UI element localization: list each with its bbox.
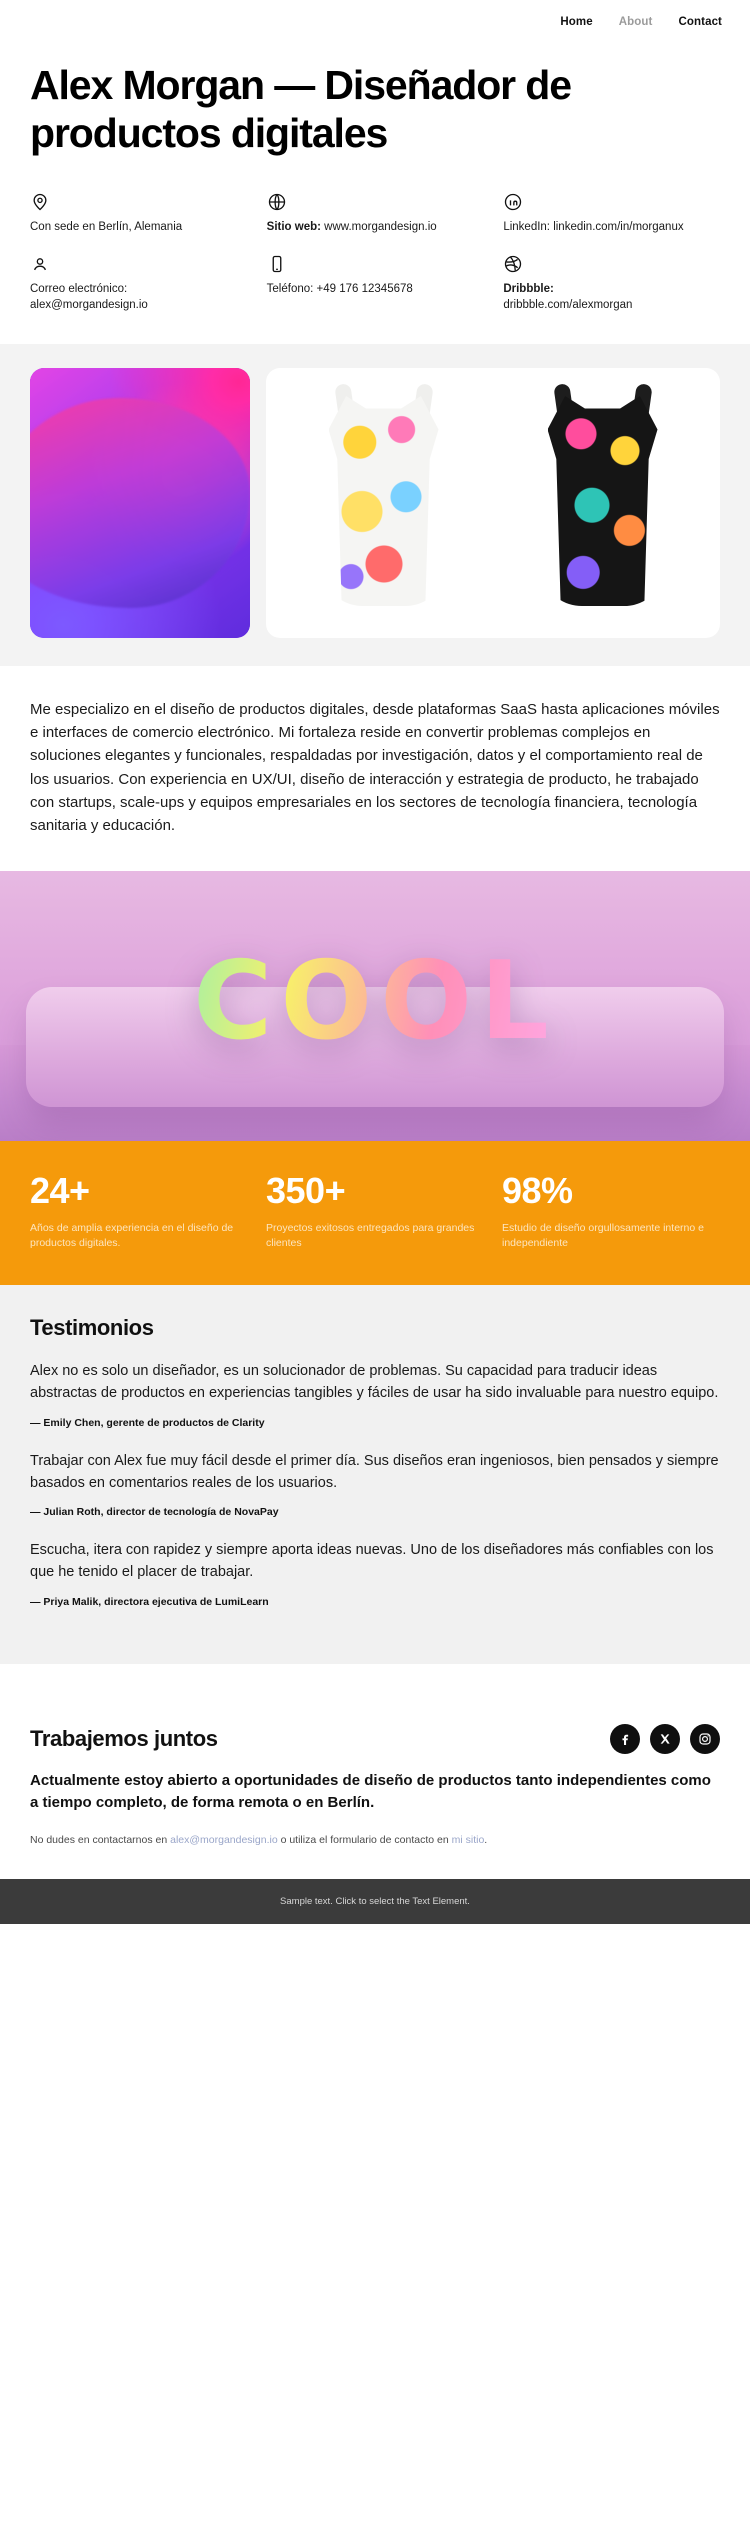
top-navigation: [0, 0, 750, 44]
cta-fine-suffix: .: [484, 1833, 488, 1846]
cta-heading: Trabajemos juntos: [30, 1725, 218, 1751]
testimonial-item: [30, 1361, 720, 1429]
linkedin-icon: [503, 192, 523, 212]
testimonial-item: [30, 1540, 720, 1608]
contact-website: [267, 192, 484, 236]
contact-website-label: Sitio web:: [266, 220, 321, 233]
feature-word: COOL: [0, 939, 750, 1064]
stat-item: [502, 1171, 720, 1251]
testimonial-author: — Julian Roth, director de tecnología de NovaPay: [30, 1506, 279, 1519]
mail-icon: [30, 254, 50, 274]
cta-fineprint: [30, 1833, 720, 1849]
cta-site-link[interactable]: mi sitio: [451, 1833, 485, 1846]
hero-section: [0, 44, 750, 344]
gallery-image-gradient: [30, 368, 250, 638]
nav-item-home[interactable]: Home: [560, 16, 593, 28]
stat-number: 350+: [266, 1170, 346, 1212]
contact-linkedin-text[interactable]: LinkedIn: linkedin.com/in/morganux: [503, 220, 684, 233]
x-twitter-icon[interactable]: [650, 1724, 680, 1754]
stat-item: [266, 1171, 484, 1251]
nav-item-about[interactable]: About: [618, 16, 653, 28]
cta-lead: Actualmente estoy abierto a oportunidades de diseño de productos tanto independientes como a tiempo completo, de forma remota o en Berlín.: [30, 1771, 711, 1812]
testimonial-author: — Emily Chen, gerente de productos de Clarity: [30, 1416, 265, 1429]
dribbble-icon: [503, 254, 523, 274]
testimonials-heading: Testimonios: [30, 1315, 154, 1341]
contact-dribbble: [503, 254, 720, 314]
gallery-section: [0, 344, 750, 666]
gallery-garment-light: [309, 378, 459, 628]
garment-body: [329, 396, 439, 606]
cta-fine-middle: o utiliza el formulario de contacto en: [277, 1833, 452, 1846]
stat-number: 24+: [30, 1170, 90, 1212]
feature-image: [0, 871, 750, 1141]
footer-text[interactable]: Sample text. Click to select the Text Element.: [280, 1895, 470, 1907]
cta-header: [30, 1724, 720, 1754]
section-divider: [0, 1664, 750, 1690]
contact-dribbble-label: Dribbble:: [503, 282, 554, 295]
cta-fine-prefix: No dudes en contactarnos en: [30, 1833, 171, 1846]
cta-email-link[interactable]: alex@morgandesign.io: [170, 1833, 278, 1846]
social-links: [610, 1724, 720, 1754]
stat-item: [30, 1171, 248, 1251]
nav-item-contact[interactable]: Contact: [678, 16, 722, 28]
contact-email: [30, 254, 247, 314]
testimonial-item: [30, 1451, 720, 1519]
stat-label: Años de amplia experiencia en el diseño de productos digitales.: [30, 1222, 234, 1250]
gallery-image-pair: [266, 368, 720, 638]
stat-label: Estudio de diseño orgullosamente interno e independiente: [502, 1222, 704, 1250]
footer-bar: [0, 1879, 750, 1924]
contact-website-value[interactable]: www.morgandesign.io: [320, 220, 437, 233]
testimonial-author: — Priya Malik, directora ejecutiva de LumiLearn: [30, 1595, 269, 1608]
garment-body: [548, 396, 658, 606]
contact-location-text: Con sede en Berlín, Alemania: [30, 220, 183, 233]
stat-number: 98%: [502, 1170, 573, 1212]
contact-phone-text: Teléfono: +49 176 12345678: [266, 282, 413, 295]
contact-phone: [267, 254, 484, 314]
cta-section: [0, 1690, 750, 1879]
stat-label: Proyectos exitosos entregados para grandes clientes: [266, 1222, 475, 1250]
about-paragraph: Me especializo en el diseño de productos digitales, desde plataformas SaaS hasta aplicaciones móviles e interfaces de comercio electrónico. Mi fortaleza reside en convertir problemas complejos en soluciones elegantes y funcionales, respaldadas por investigación, datos y el comportamiento real de los usuarios. Con experiencia en UX/UI, diseño de interacción y estrategia de producto, he trabajado con startups, scale-ups y equipos empresariales en los sectores de tecnología financiera, tecnología sanitaria y educación.: [30, 700, 720, 835]
instagram-icon[interactable]: [690, 1724, 720, 1754]
stats-section: [0, 1141, 750, 1285]
testimonial-text: Alex no es solo un diseñador, es un solucionador de problemas. Su capacidad para traducir ideas abstractas de productos en experiencias tangibles y fáciles de usar ha sido invaluable para nuestro equipo.: [30, 1363, 719, 1402]
contact-linkedin: [503, 192, 720, 236]
about-section: [0, 666, 750, 872]
contact-dribbble-value[interactable]: dribbble.com/alexmorgan: [503, 299, 633, 312]
facebook-icon[interactable]: [610, 1724, 640, 1754]
globe-icon: [267, 192, 287, 212]
phone-icon: [267, 254, 287, 274]
testimonial-text: Trabajar con Alex fue muy fácil desde el primer día. Sus diseños eran ingeniosos, bien pensados y siempre basados en comentarios reales de los usuarios.: [30, 1452, 719, 1491]
contact-location: [30, 192, 247, 236]
page-title: Alex Morgan — Diseñador de productos digitales: [30, 62, 571, 156]
gallery-garment-dark: [528, 378, 678, 628]
location-icon: [30, 192, 50, 212]
testimonials-section: [0, 1285, 750, 1664]
testimonial-text: Escucha, itera con rapidez y siempre aporta ideas nuevas. Uno de los diseñadores más confiables con los que he tenido el placer de trabajar.: [30, 1542, 714, 1581]
contact-email-text[interactable]: Correo electrónico: alex@morgandesign.io: [30, 282, 148, 312]
contact-grid: [30, 192, 720, 344]
